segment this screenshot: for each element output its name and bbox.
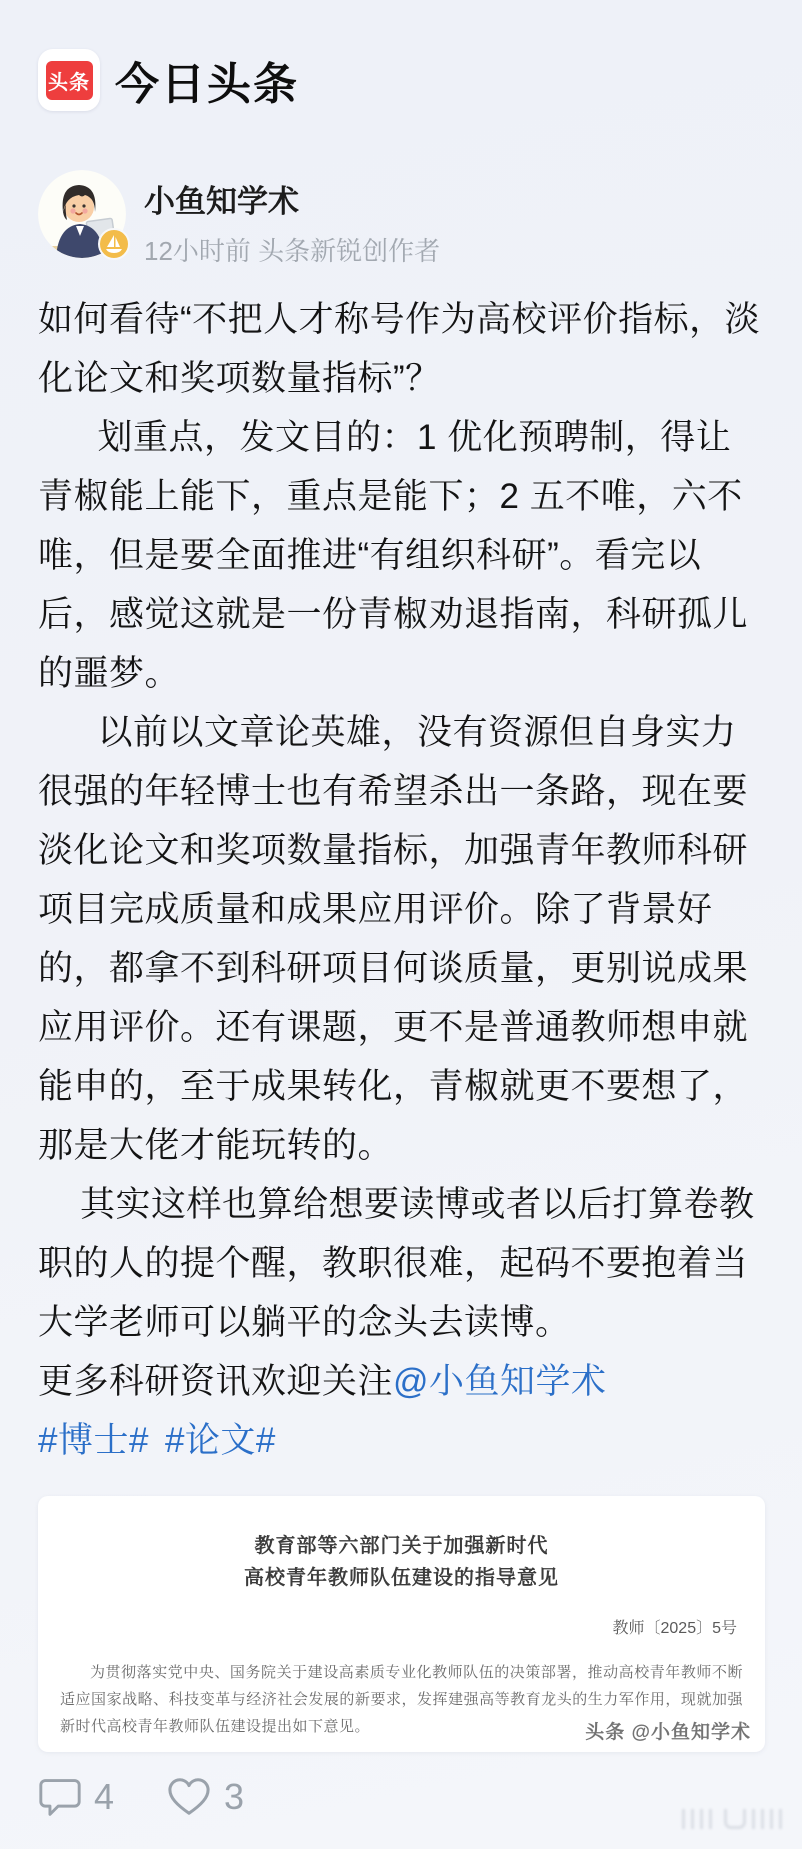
post-paragraph-2: 划重点，发文目的：1 优化预聘制，得让青椒能上能下，重点是能下；2 五不唯，六不唯，但是要全面推进“有组织科研”。看完以后，感觉这就是一份青椒劝退指南，科研孤儿的噩梦。	[38, 418, 749, 693]
hashtag-link-lunwen[interactable]: #论文#	[164, 1421, 276, 1460]
avatar[interactable]	[38, 170, 126, 258]
toutiao-logo-text: 头条	[46, 61, 93, 100]
app-title: 今日头条	[115, 60, 299, 109]
document-watermark: 头条 @小鱼知学术	[585, 1722, 751, 1743]
document-body-text: 为贯彻落实党中央、国务院关于建设高素质专业化教师队伍的决策部署，推动高校青年教师不断适应国家战略、科技变革与经济社会发展的新要求，发挥建强高等教育龙头的生力军作用，现就加强新时代高校青年教师队伍建设提出如下意见。	[60, 1664, 743, 1735]
heart-icon	[166, 1776, 212, 1818]
like-button[interactable]	[166, 1776, 244, 1818]
username[interactable]: 小鱼知学术	[144, 184, 299, 219]
post-paragraph-4: 其实这样也算给想要读博或者以后打算卷教职的人的提个醒，教职很难，起码不要抱着当大学老师可以躺平的念头去读博。	[38, 1185, 755, 1342]
post-paragraph-3: 以前以文章论英雄，没有资源但自身实力很强的年轻博士也有希望杀出一条路，现在要淡化论文和奖项数量指标，加强青年教师科研项目完成质量和成果应用评价。除了背景好的，都拿不到科研项目何谈质量，更别说成果应用评价。还有课题，更不是普通教师想申就能申的，至于成果转化，青椒就更不要想了，那是大佬才能玩转的。	[38, 713, 749, 1165]
profile-row	[38, 170, 764, 268]
like-count: 3	[224, 1776, 245, 1817]
post-paragraph-hashtags	[38, 1411, 764, 1470]
profile-text	[144, 170, 440, 268]
creator-badge-icon	[98, 228, 130, 260]
post-meta: 12小时前 头条新锐创作者	[144, 236, 441, 266]
post-body	[38, 290, 764, 1470]
post-paragraph-follow	[38, 1352, 764, 1411]
comment-count: 4	[94, 1776, 115, 1817]
document-title-line2: 高校青年教师队伍建设的指导意见	[244, 1567, 559, 1589]
attached-document-image[interactable]	[38, 1496, 765, 1752]
comment-icon	[38, 1776, 82, 1818]
post-paragraph-1: 如何看待“不把人才称号作为高校评价指标，淡化论文和奖项数量指标”？	[38, 300, 761, 398]
follow-prefix-text: 更多科研资讯欢迎关注	[38, 1362, 394, 1401]
action-bar	[38, 1776, 764, 1818]
corner-watermark	[682, 1809, 788, 1829]
document-title-line1: 教育部等六部门关于加强新时代	[254, 1535, 549, 1557]
comment-button[interactable]	[38, 1776, 114, 1818]
mention-link[interactable]: @小鱼知学术	[393, 1362, 607, 1401]
document-number: 教师〔2025〕5号	[612, 1620, 737, 1637]
toutiao-logo-icon[interactable]	[38, 49, 100, 111]
app-header	[0, 0, 802, 112]
hashtag-link-boshi[interactable]: #博士#	[38, 1421, 149, 1460]
